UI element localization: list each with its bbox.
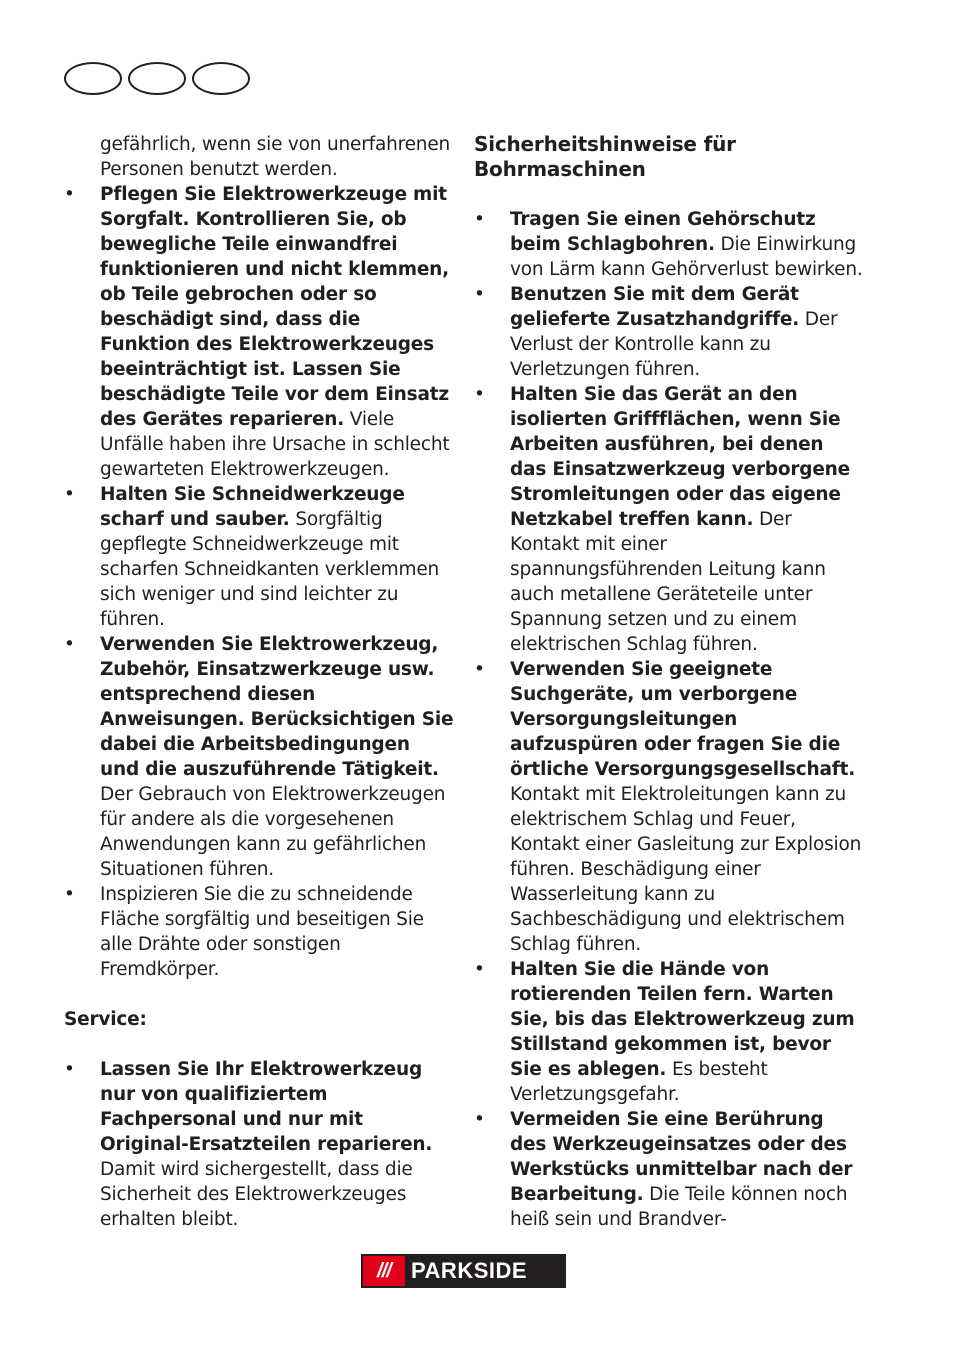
section-heading: Sicherheitshinweise für Bohrmaschinen [474,132,736,181]
language-oval-1 [64,62,122,95]
parkside-logo [361,1254,566,1288]
list-item: • Inspizieren Sie die zu schneidende Fläche sorgfältig und beseitigen Sie alle Drähte oder sonstigen Fremdkörper. [64,884,424,980]
list-item: • Tragen Sie einen Gehörschutz beim Schlagbohren. Die Einwirkung von Lärm kann Gehörverlust bewirken. [474,209,863,280]
right-column [474,132,864,1232]
list-item: • Benutzen Sie mit dem Gerät gelieferte Zusatzhandgriffe. Der Verlust der Kontrolle kann zu Verletzungen führen. [474,284,838,380]
list-item: • Halten Sie Schneidwerkzeuge scharf und sauber. Sorgfältig gepflegte Schneidwerkzeuge mit scharfen Schneidkanten verklemmen sich weniger und sind leichter zu führen. [64,484,440,630]
intro-text: gefährlich, wenn sie von unerfahrenen Personen benutzt werden. [100,134,451,180]
list-item: • Halten Sie die Hände von rotierenden Teilen fern. Warten Sie, bis das Elektrowerkzeug zum Stillstand gekommen ist, bevor Sie es ablegen. Es besteht Verletzungsgefahr. [474,959,855,1105]
left-column [64,132,454,1232]
language-oval-3 [192,62,250,95]
list-item: • Halten Sie das Gerät an den isolierten Griffflächen, wenn Sie Arbeiten ausführen, bei denen das Einsatzwerkzeug verborgene Stromleitungen oder das eigene Netzkabel treffen kann. Der Kontakt mit einer spannungsführenden Leitung kann auch metallene Geräteteile unter Spannung setzen und zu einem elektrischen Schlag führen. [474,384,850,655]
language-oval-2 [128,62,186,95]
list-item: • Pflegen Sie Elektrowerkzeuge mit Sorgfalt. Kontrollieren Sie, ob bewegliche Teile einwandfrei funktionieren und nicht klemmen, ob Teile gebrochen oder so beschädigt sind, dass die Funktion des Elektrowerkzeuges beeinträchtigt ist. Lassen Sie beschädigte Teile vor dem Einsatz des Gerätes reparieren. Viele Unfälle haben ihre Ursache in schlecht gewarteten Elektrowerkzeugen. [64,184,450,480]
list-item: • Lassen Sie Ihr Elektrowerkzeug nur von qualifiziertem Fachpersonal und nur mit Original-Ersatzteilen reparieren. Damit wird sichergestellt, dass die Sicherheit des Elektrowerkzeuges erhalten bleibt. [64,1059,433,1230]
list-item: • Verwenden Sie Elektrowerkzeug, Zubehör, Einsatzwerkzeuge usw. entsprechend diesen Anweisungen. Berücksichtigen Sie dabei die Arbeitsbedingungen und die auszuführende Tätigkeit. Der Gebrauch von Elektrowerkzeugen für andere als die vorgesehenen Anwendungen kann zu gefährlichen Situationen führen. [64,634,454,880]
logo-brand: PARKSIDE [411,1258,528,1283]
list-item: • Verwenden Sie geeignete Suchgeräte, um verborgene Versorgungsleitungen aufzuspüren oder fragen Sie die örtliche Versorgungsgesellschaft. Kontakt mit Elektroleitungen kann zu elektrischem Schlag und Feuer, Kontakt einer Gasleitung zur Explosion führen. Beschädigung einer Wasserleitung kann zu Sachbeschädigung und elektrischem Schlag führen. [474,659,862,955]
logo-stripes-icon: /// [363,1256,405,1286]
service-heading: Service: [64,1009,147,1030]
list-item: • Vermeiden Sie eine Berührung des Werkzeugeinsatzes oder des Werkstücks unmittelbar nach der Bearbeitung. Die Teile können noch heiß sein und Brandver- [474,1109,853,1230]
